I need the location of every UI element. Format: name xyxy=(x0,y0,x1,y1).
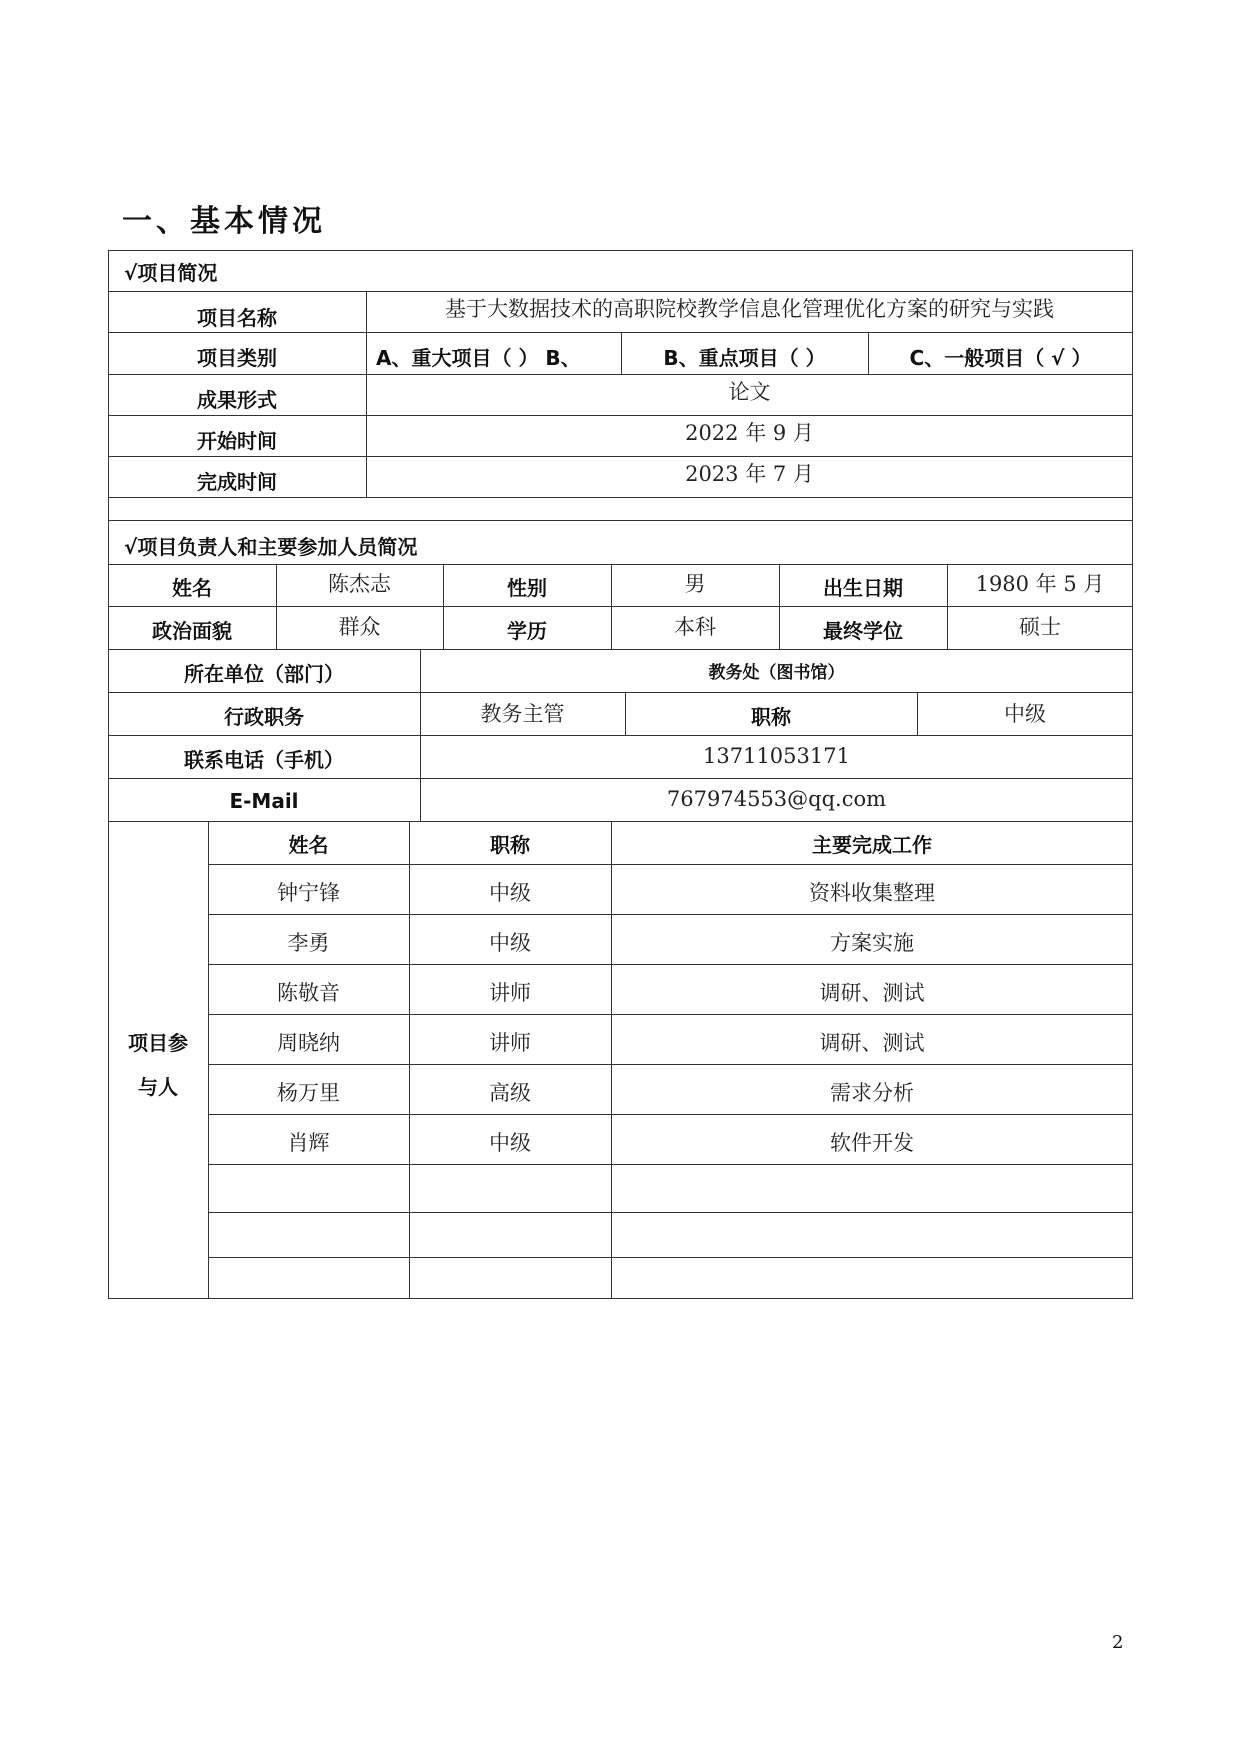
participant-name: 钟宁锋 xyxy=(277,881,340,905)
position-value: 教务主管 xyxy=(480,702,565,726)
rule xyxy=(108,520,1133,521)
rule xyxy=(108,821,1133,822)
category-key: B、重点项目（ ） xyxy=(663,346,826,370)
col-header-work: 主要完成工作 xyxy=(812,833,932,857)
birth-value: 1980 年 5 月 xyxy=(975,572,1105,596)
participant-work: 资料收集整理 xyxy=(809,881,935,905)
rule xyxy=(208,914,1133,915)
education-label: 学历 xyxy=(507,619,547,643)
end-time-value: 2023 年 7 月 xyxy=(685,462,814,486)
output-form-value: 论文 xyxy=(728,380,771,404)
category-general: C、一般项目（ √ ） xyxy=(909,346,1092,370)
participant-work: 调研、测试 xyxy=(819,1031,925,1055)
col-header-title: 职称 xyxy=(490,833,530,857)
position-label: 行政职务 xyxy=(224,704,304,729)
end-time-label: 完成时间 xyxy=(197,469,277,494)
rule xyxy=(208,964,1133,965)
leader-name-label: 姓名 xyxy=(172,576,212,600)
title-value: 中级 xyxy=(1004,702,1046,726)
participant-name: 周晓纳 xyxy=(277,1031,340,1055)
participant-title: 讲师 xyxy=(489,1031,531,1055)
participant-work: 需求分析 xyxy=(830,1081,914,1105)
participant-title: 中级 xyxy=(489,881,531,905)
phone-label: 联系电话（手机） xyxy=(184,747,344,772)
email-value: 767974553@qq.com xyxy=(666,787,887,811)
participant-name: 肖辉 xyxy=(287,1131,330,1155)
leader-name-value: 陈杰志 xyxy=(328,572,391,596)
output-form-label: 成果形式 xyxy=(197,387,277,412)
page-number: 2 xyxy=(1112,1632,1124,1653)
participant-work: 方案实施 xyxy=(830,931,914,955)
participants-side-label: 项目参与人 xyxy=(128,1031,188,1099)
participant-title: 高级 xyxy=(489,1081,531,1105)
phone-value: 13711053171 xyxy=(703,744,850,768)
unit-value: 教务处（图书馆） xyxy=(708,662,845,683)
degree-label: 最终学位 xyxy=(823,619,903,643)
email-label: E-Mail xyxy=(229,789,299,813)
unit-label: 所在单位（部门） xyxy=(184,661,344,686)
participant-title: 中级 xyxy=(489,1131,531,1155)
participant-name: 杨万里 xyxy=(277,1081,340,1105)
category-major: A、重大项目（ ） B、 xyxy=(376,346,581,370)
rule xyxy=(208,1014,1133,1015)
start-time-label: 开始时间 xyxy=(197,428,277,453)
section-title-leader: √项目负责人和主要参加人员简况 xyxy=(124,534,418,559)
participant-work: 软件开发 xyxy=(830,1131,914,1155)
project-name-label: 项目名称 xyxy=(197,305,277,330)
politics-value: 群众 xyxy=(338,615,381,639)
participant-work: 调研、测试 xyxy=(819,981,925,1005)
participant-title: 中级 xyxy=(489,931,531,955)
rule xyxy=(208,1164,1133,1165)
section-heading: 一、基本情况 xyxy=(122,204,326,239)
participant-name: 陈敬音 xyxy=(277,981,340,1005)
section-title-project: √项目简况 xyxy=(124,261,218,285)
participant-name: 李勇 xyxy=(287,931,330,955)
rule xyxy=(208,864,1133,865)
title-label: 职称 xyxy=(751,704,791,729)
gender-label: 性别 xyxy=(507,576,547,600)
category-label: 项目类别 xyxy=(197,346,277,370)
rule xyxy=(208,1064,1133,1065)
politics-label: 政治面貌 xyxy=(152,619,232,643)
project-name-value: 基于大数据技术的高职院校教学信息化管理优化方案的研究与实践 xyxy=(445,297,1054,321)
participant-title: 讲师 xyxy=(489,981,531,1005)
education-value: 本科 xyxy=(674,615,716,639)
start-time-value: 2022 年 9 月 xyxy=(685,421,814,445)
rule xyxy=(208,1257,1133,1258)
rule xyxy=(208,1212,1133,1213)
degree-value: 硕士 xyxy=(1019,615,1061,639)
gender-value: 男 xyxy=(684,572,706,596)
col-header-name: 姓名 xyxy=(288,833,329,857)
rule xyxy=(208,1114,1133,1115)
birth-label: 出生日期 xyxy=(823,576,903,600)
